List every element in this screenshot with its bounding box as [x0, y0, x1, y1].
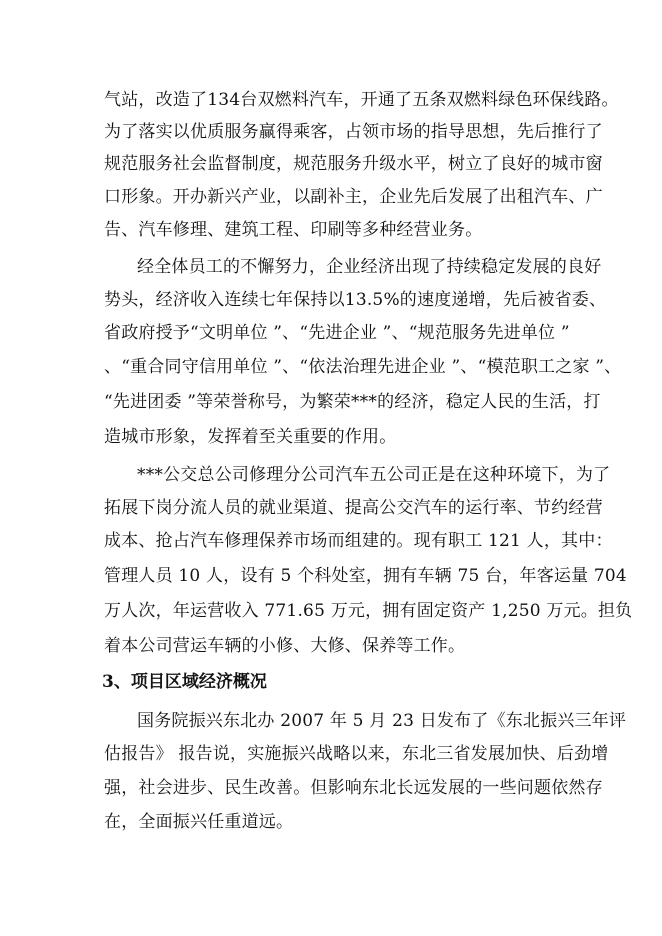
- paragraph-3-line-2: 拓展下岗分流人员的就业渠道、提高公交汽车的运行率、节约经营: [104, 498, 603, 518]
- paragraph-3-line-6: 着本公司营运车辆的小修、大修、保养等工作。: [104, 636, 466, 656]
- paragraph-2-line-3: 省政府授予“文明单位 ”、“先进企业 ”、“规范服务先进单位 ”: [104, 323, 570, 343]
- section-heading: 3、项目区域经济概况: [102, 672, 267, 692]
- paragraph-4-line-2: 估报告》 报告说，实施振兴战略以来，东北三省发展加快、后劲增: [104, 744, 609, 764]
- paragraph-4-line-1: 国务院振兴东北办 2007 年 5 月 23 日发布了《东北振兴三年评: [137, 711, 627, 731]
- paragraph-2-line-6: 造城市形象，发挥着至关重要的作用。: [104, 427, 397, 447]
- paragraph-1-line-4: 口形象。开办新兴产业，以副补主，企业先后发展了出租汽车、广: [104, 187, 603, 207]
- paragraph-2-line-4: 、“重合同守信用单位 ”、“依法治理先进企业 ”、“模范职工之家 ”、: [104, 357, 622, 377]
- paragraph-3-line-3: 成本、抢占汽车修理保养市场而组建的。现有职工 121 人，其中：: [104, 531, 613, 551]
- paragraph-4-line-3: 强，社会进步、民生改善。但影响东北长远发展的一些问题依然存: [104, 778, 603, 798]
- paragraph-1-line-3: 规范服务社会监督制度，规范服务升级水平，树立了良好的城市窗: [104, 154, 603, 174]
- paragraph-3-line-4: 管理人员 10 人，设有 5 个科处室，拥有车辆 75 台，年客运量 704: [104, 566, 627, 586]
- paragraph-2-line-2: 势头，经济收入连续七年保持以13.5%的速度递增，先后被省委、: [104, 290, 607, 310]
- paragraph-2-line-5: “先进团委 ”等荣誉称号，为繁荣***的经济，稳定人民的生活，打: [104, 392, 601, 412]
- paragraph-2-line-1: 经全体员工的不懈努力，企业经济出现了持续稳定发展的良好: [137, 257, 602, 277]
- paragraph-1-line-5: 告、汽车修理、建筑工程、印刷等多种经营业务。: [104, 220, 483, 240]
- paragraph-4-line-4: 在，全面振兴任重道远。: [104, 812, 294, 832]
- paragraph-1-line-1: 气站，改造了134台双燃料汽车，开通了五条双燃料绿色环保线路。: [104, 90, 619, 110]
- paragraph-3-line-5: 万人次，年运营收入 771.65 万元，拥有固定资产 1,250 万元。担负: [104, 601, 633, 621]
- paragraph-1-line-2: 为了落实以优质服务赢得乘客，占领市场的指导思想，先后推行了: [104, 122, 603, 142]
- paragraph-3-line-1: ***公交总公司修理分公司汽车五公司正是在这种环境下，为了: [137, 465, 611, 485]
